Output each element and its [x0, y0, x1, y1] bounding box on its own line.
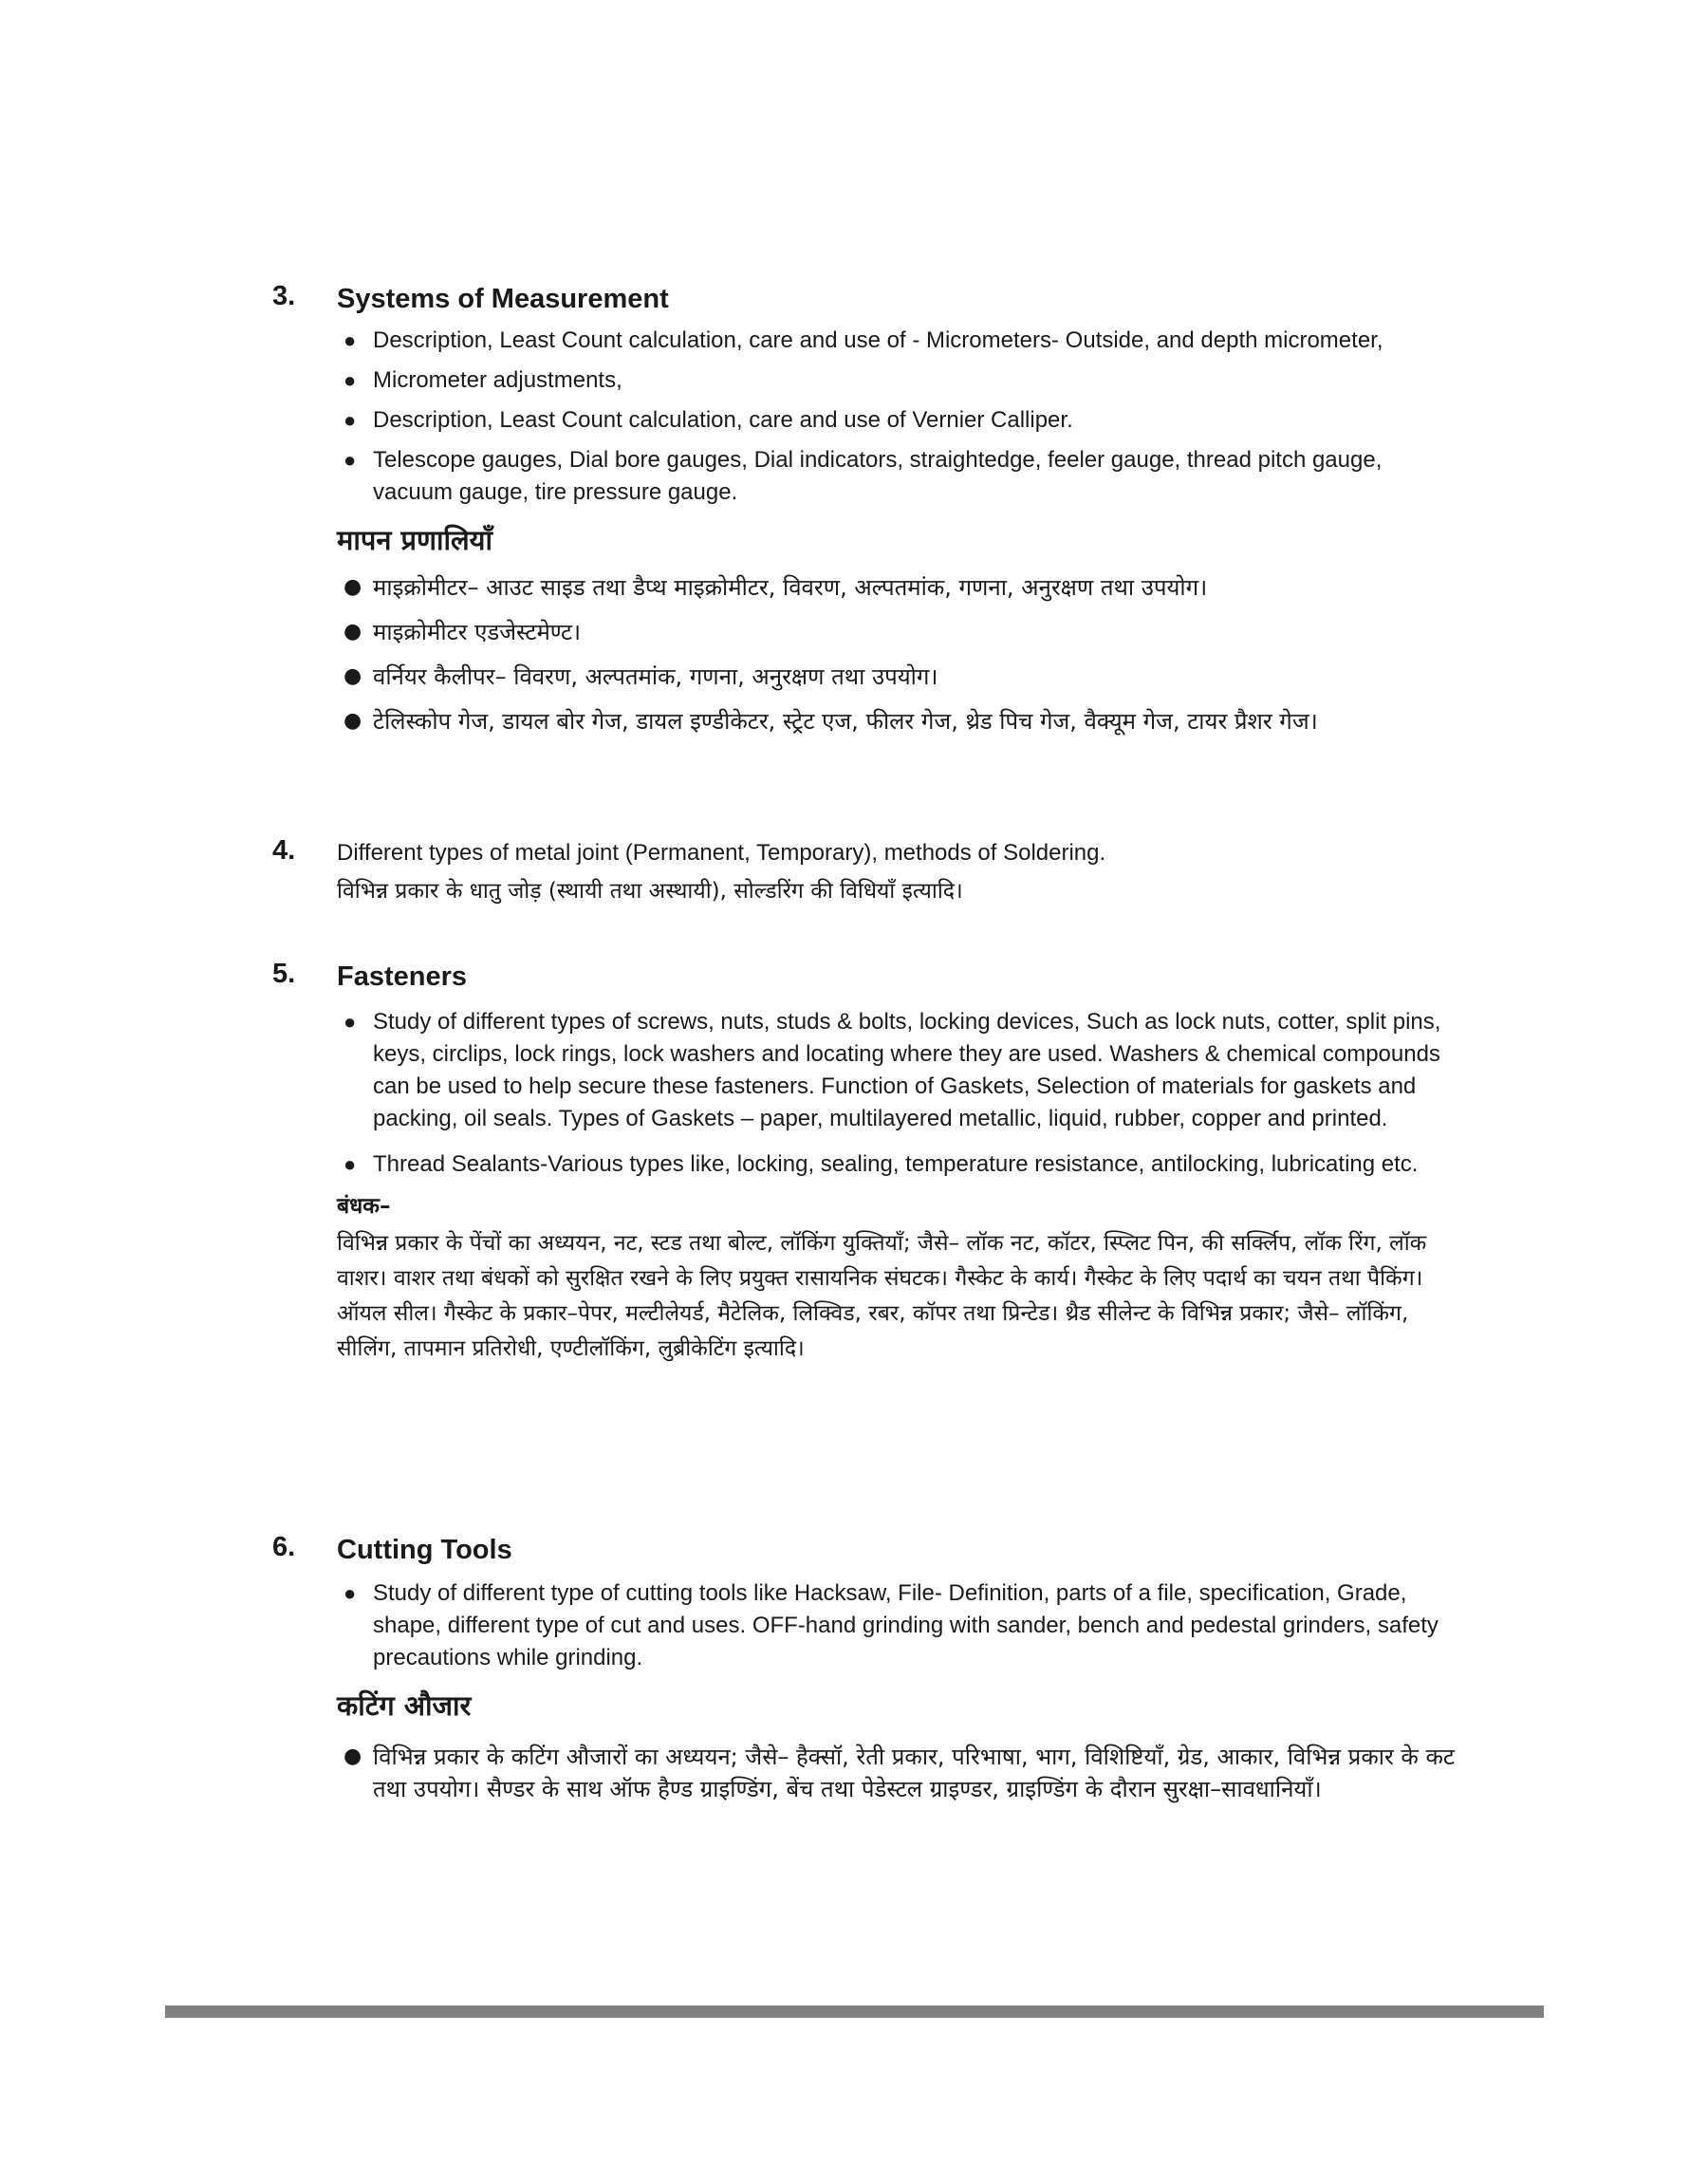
list-item: ● माइक्रोमीटर– आउट साइड तथा डैप्थ माइक्रोमीटर, विवरण, अल्पतमांक, गणना, अनुरक्षण तथा उपयोग। [337, 571, 1458, 604]
bullet-icon: ● [343, 408, 357, 432]
list-item: ● Study of different type of cutting tools like Hacksaw, File- Definition, parts of a file, specification, Grade, shape, different type of cut and uses. OFF-hand grinding with sander, bench and pedestal grinders, safety precautions while grinding. [337, 1577, 1458, 1674]
footer-divider [165, 2006, 1544, 2018]
section-english-text: Different types of metal joint (Permanent, Temporary), methods of Soldering. [337, 840, 1106, 866]
list-item: ● Thread Sealants-Various types like, locking, sealing, temperature resistance, antilocking, lubricating etc. [337, 1148, 1458, 1181]
bullet-icon: ● [343, 1745, 362, 1768]
bullet-icon: ● [343, 1581, 357, 1605]
section-title: Systems of Measurement [337, 284, 669, 314]
list-item: ● Study of different types of screws, nuts, studs & bolts, locking devices, Such as lock nuts, cotter, split pins, keys, circlips, lock rings, lock washers and locating where they are used. Washers & chemical compounds can be used to help secure these fasteners. Function of Gaskets, Selection of materials for gaskets and packing, oil seals. Types of Gaskets – paper, multilayered metallic, liquid, rubber, copper and printed. [337, 1006, 1458, 1135]
list-item: ● Description, Least Count calculation, care and use of Vernier Calliper. [337, 404, 1458, 437]
list-item: ● विभिन्न प्रकार के कटिंग औजारों का अध्ययन; जैसे– हैक्सॉ, रेती प्रकार, परिभाषा, भाग, विशिष्टियाँ, ग्रेड, आकार, विभिन्न प्रकार के कट तथा उपयोग। सैण्डर के साथ ऑफ हैण्ड ग्राइण्डिंग, बेंच तथा पेडेस्टल ग्राइण्डर, ग्राइण्डिंग के दौरान सुरक्षा–सावधानियाँ। [337, 1741, 1458, 1805]
english-bullet-list [337, 1006, 1458, 1181]
list-item: ● Micrometer adjustments, [337, 364, 1458, 397]
section-number: 5. [272, 959, 296, 989]
bullet-icon: ● [343, 1152, 357, 1176]
section-title: Cutting Tools [337, 1535, 512, 1565]
section-number: 6. [272, 1532, 296, 1562]
section-hindi-text: विभिन्न प्रकार के धातु जोड़ (स्थायी तथा अस्थायी), सोल्डरिंग की विधियाँ इत्यादि। [337, 879, 963, 904]
hindi-paragraph: विभिन्न प्रकार के पेंचों का अध्ययन, नट, स्टड तथा बोल्ट, लॉकिंग युक्तियाँ; जैसे– लॉक नट, कॉटर, स्प्लिट पिन, की सर्क्लिप, लॉक रिंग, लॉक वाशर। वाशर तथा बंधकों को सुरक्षित रखने के लिए प्रयुक्त रासायनिक संघटक। गैस्केट के कार्य। गैस्केट के लिए पदार्थ का चयन तथा पैकिंग। ऑयल सील। गैस्केट के प्रकार–पेपर, मल्टीलेयर्ड, मैटेलिक, लिक्विड, रबर, कॉपर तथा प्रिन्टेड। थ्रैड सीलेन्ट के विभिन्न प्रकार; जैसे– लॉकिंग, सीलिंग, तापमान प्रतिरोधी, एण्टीलॉकिंग, लुब्रीकेटिंग इत्यादि। [337, 1231, 1427, 1361]
english-bullet-list [337, 1577, 1458, 1674]
english-bullet-list [337, 325, 1458, 509]
list-item: ● वर्नियर कैलीपर– विवरण, अल्पतमांक, गणना, अनुरक्षण तथा उपयोग। [337, 661, 1458, 693]
list-item: ● टेलिस्कोप गेज, डायल बोर गेज, डायल इण्डीकेटर, स्ट्रेट एज, फीलर गेज, थ्रेड पिच गेज, वैक्यूम गेज, टायर प्रैशर गेज। [337, 705, 1458, 737]
bullet-icon: ● [343, 664, 362, 688]
section-4 [272, 835, 1458, 907]
bullet-icon: ● [343, 1010, 357, 1034]
hindi-bullet-list [337, 1741, 1458, 1805]
section-title: Fasteners [337, 961, 468, 992]
section-number: 4. [272, 835, 296, 866]
bullet-icon: ● [343, 709, 362, 733]
section-3 [272, 281, 1458, 750]
hindi-section-title: मापन प्रणालियाँ [337, 524, 492, 556]
list-item: ● Telescope gauges, Dial bore gauges, Dial indicators, straightedge, feeler gauge, thread pitch gauge, vacuum gauge, tire pressure gauge. [337, 444, 1458, 509]
bullet-icon: ● [343, 620, 362, 644]
section-5 [272, 959, 1458, 1367]
bullet-icon: ● [343, 368, 357, 392]
bullet-icon: ● [343, 328, 357, 352]
list-item: ● माइक्रोमीटर एडजेस्टमेण्ट। [337, 616, 1458, 648]
hindi-bullet-list [337, 571, 1458, 737]
list-item: ● Description, Least Count calculation, care and use of - Micrometers- Outside, and depth micrometer, [337, 325, 1458, 357]
section-6 [272, 1532, 1458, 1813]
section-number: 3. [272, 281, 296, 311]
bullet-icon: ● [343, 575, 362, 599]
bullet-icon: ● [343, 448, 357, 472]
hindi-section-title: बंधक– [337, 1194, 391, 1219]
hindi-section-title: कटिंग औजार [337, 1689, 472, 1722]
